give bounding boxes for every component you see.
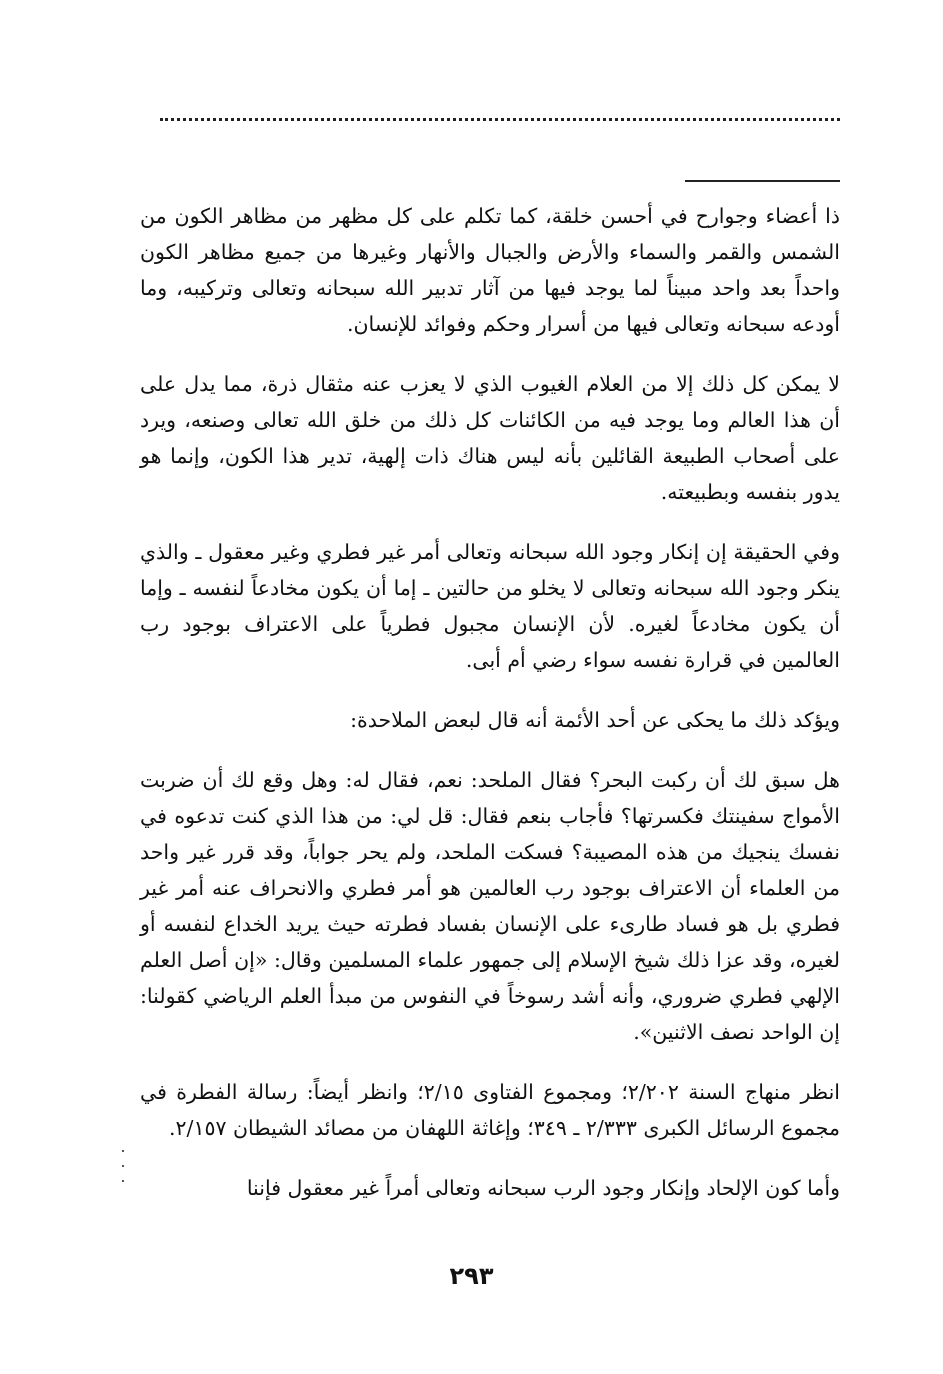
page-body	[140, 198, 840, 1230]
page-number: ٢٩٣	[449, 1262, 494, 1290]
dotted-header-rule	[160, 118, 840, 121]
paragraph-1: ذا أعضاء وجوارح في أحسن خلقة، كما تكلم على كل مظهر من مظاهر الكون من الشمس والقمر والسماء والأرض والجبال والأنهار وغيرها من جميع مظاهر الكون واحداً بعد واحد مبيناً لما يوجد فيها من آثار تدبير الله سبحانه وتعالى وتركيبه، وما أودعه سبحانه وتعالى فيها من أسرار وحكم وفوائد للإنسان.	[140, 204, 840, 336]
paragraph-4: ويؤكد ذلك ما يحكى عن أحد الأئمة أنه قال لبعض الملاحدة:	[350, 708, 840, 732]
paragraph-6-reference: انظر منهاج السنة ٢/٢٠٢؛ ومجموع الفتاوى ٢/١٥؛ وانظر أيضاً: رسالة الفطرة في مجموع الرسائل الكبرى ٢/٣٣٣ ـ ٣٤٩؛ وإغاثة اللهفان من مصائد الشيطان ٢/١٥٧.	[140, 1080, 840, 1140]
margin-mark	[122, 1150, 124, 1152]
margin-mark	[122, 1165, 124, 1167]
short-header-rule	[685, 180, 840, 182]
margin-mark	[122, 1180, 124, 1182]
paragraph-5: هل سبق لك أن ركبت البحر؟ فقال الملحد: نعم، فقال له: وهل وقع لك أن ضربت الأمواج سفينتك فكسرتها؟ فأجاب بنعم فقال: قل لي: من هذا الذي كنت تدعوه في نفسك ينجيك من هذه المصيبة؟ فسكت الملحد، ولم يحر جواباً، وقد قرر غير واحد من العلماء أن الاعتراف بوجود رب العالمين هو أمر فطري والانحراف عنه أمر غير فطري بل هو فساد طارىء على الإنسان بفساد فطرته حيث يريد الخداع لنفسه أو لغيره، وقد عزا ذلك شيخ الإسلام إلى جمهور علماء المسلمين وقال: «إن أصل العلم الإلهي فطري ضروري، وأنه أشد رسوخاً في النفوس من مبدأ العلم الرياضي كقولنا: إن الواحد نصف الاثنين».	[140, 768, 840, 1044]
paragraph-3: وفي الحقيقة إن إنكار وجود الله سبحانه وتعالى أمر غير فطري وغير معقول ـ والذي ينكر وجود الله سبحانه وتعالى لا يخلو من حالتين ـ إما أن يكون مخادعاً لنفسه ـ وإما أن يكون مخادعاً لغيره. لأن الإنسان مجبول فطرياً على الاعتراف بوجود رب العالمين في قرارة نفسه سواء رضي أم أبى.	[140, 540, 840, 672]
paragraph-7: وأما كون الإلحاد وإنكار وجود الرب سبحانه وتعالى أمراً غير معقول فإننا	[246, 1176, 840, 1200]
paragraph-2: لا يمكن كل ذلك إلا من العلام الغيوب الذي لا يعزب عنه مثقال ذرة، مما يدل على أن هذا العالم وما يوجد فيه من الكائنات كل ذلك من خلق الله تعالى وصنعه، ويرد على أصحاب الطبيعة القائلين بأنه ليس هناك ذات إلهية، تدير هذا الكون، وإنما هو يدور بنفسه وبطبيعته.	[140, 372, 840, 504]
